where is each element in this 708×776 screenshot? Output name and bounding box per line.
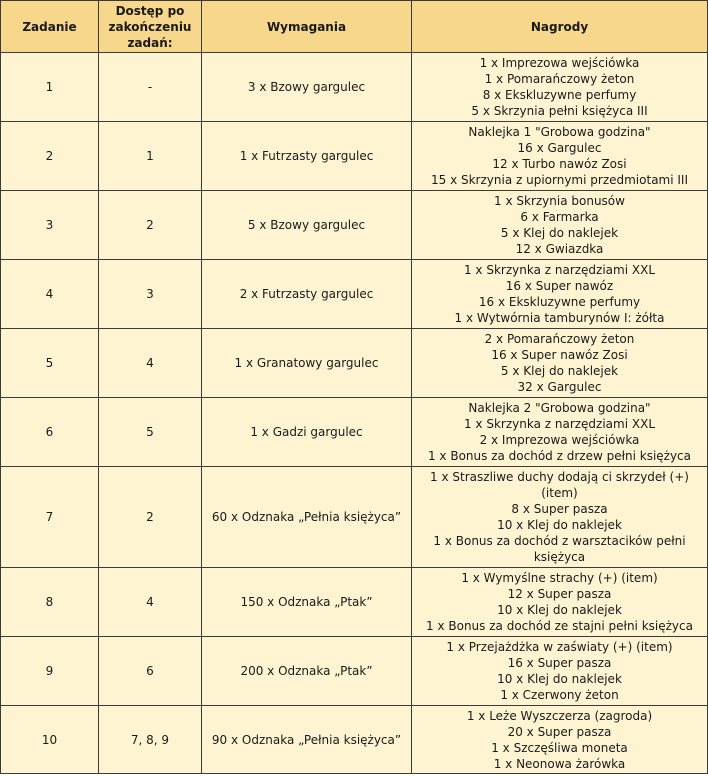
requirement-cell: 2 x Futrzasty gargulec xyxy=(202,260,412,329)
header-row xyxy=(1,1,708,53)
header-requirements: Wymagania xyxy=(202,1,412,53)
reward-item: 10 x Klej do naklejek xyxy=(497,603,622,617)
task-number-cell: 8 xyxy=(1,568,99,637)
requirement-cell: 1 x Futrzasty gargulec xyxy=(202,122,412,191)
reward-item: 2 x Imprezowa wejściówka xyxy=(479,433,640,447)
access-cell: 4 xyxy=(99,329,202,398)
access-cell: - xyxy=(99,53,202,122)
task-number-cell: 7 xyxy=(1,467,99,568)
reward-item: Naklejka 1 "Grobowa godzina" xyxy=(468,125,651,139)
task-number-cell: 2 xyxy=(1,122,99,191)
reward-item: 16 x Super nawóz Zosi xyxy=(491,348,628,362)
reward-item: 1 x Skrzynia bonusów xyxy=(494,194,625,208)
rewards-cell xyxy=(412,260,708,329)
reward-item: 10 x Klej do naklejek xyxy=(497,672,622,686)
reward-item: 16 x Super nawóz xyxy=(505,279,614,293)
access-cell: 6 xyxy=(99,637,202,706)
reward-item: 2 x Pomarańczowy żeton xyxy=(484,332,635,346)
reward-item: 1 x Leże Wyszczerza (zagroda) xyxy=(466,708,653,723)
table-row xyxy=(1,53,708,122)
rewards-cell xyxy=(412,637,708,706)
reward-item: 1 x Czerwony żeton xyxy=(500,688,619,702)
header-access: Dostęp po zakończeniu zadań: xyxy=(99,1,202,53)
table-row xyxy=(1,467,708,568)
reward-item: 5 x Klej do naklejek xyxy=(500,226,619,240)
requirement-cell: 90 x Odznaka „Pełnia księżyca” xyxy=(202,706,412,774)
access-cell: 3 xyxy=(99,260,202,329)
reward-item: 10 x Klej do naklejek xyxy=(497,518,622,532)
access-cell: 7, 8, 9 xyxy=(99,706,202,774)
task-number-cell: 3 xyxy=(1,191,99,260)
reward-item: 1 x Bonus za dochód ze stajni pełni księżyca xyxy=(426,619,693,633)
table-row xyxy=(1,706,708,774)
reward-item: 12 x Super pasza xyxy=(507,587,612,601)
access-cell: 5 xyxy=(99,398,202,467)
reward-item: 20 x Super pasza xyxy=(507,724,612,739)
rewards-cell xyxy=(412,53,708,122)
task-number-cell: 1 xyxy=(1,53,99,122)
reward-item: 1 x Straszliwe duchy dodają ci skrzydeł (+) (item) xyxy=(430,470,689,500)
reward-item: 16 x Gargulec xyxy=(517,141,602,155)
rewards-cell xyxy=(412,398,708,467)
rewards-cell xyxy=(412,706,708,774)
reward-item: 1 x Imprezowa wejściówka xyxy=(479,56,640,70)
rewards-cell xyxy=(412,568,708,637)
reward-item: 1 x Neonowa żarówka xyxy=(493,756,626,771)
requirement-cell: 200 x Odznaka „Ptak” xyxy=(202,637,412,706)
reward-item: 1 x Pomarańczowy żeton xyxy=(484,72,635,86)
table-row xyxy=(1,568,708,637)
access-cell: 2 xyxy=(99,191,202,260)
rewards-cell xyxy=(412,191,708,260)
reward-item: 1 x Skrzynka z narzędziami XXL xyxy=(463,417,656,431)
requirement-cell: 60 x Odznaka „Pełnia księżyca” xyxy=(202,467,412,568)
requirement-cell: 1 x Gadzi gargulec xyxy=(202,398,412,467)
rewards-cell xyxy=(412,122,708,191)
rewards-cell xyxy=(412,329,708,398)
header-rewards: Nagrody xyxy=(412,1,708,53)
requirement-cell: 3 x Bzowy gargulec xyxy=(202,53,412,122)
reward-item: 12 x Gwiazdka xyxy=(515,242,604,256)
table-row xyxy=(1,122,708,191)
table-row xyxy=(1,637,708,706)
requirement-cell: 1 x Granatowy gargulec xyxy=(202,329,412,398)
reward-item: 6 x Farmarka xyxy=(520,210,599,224)
table-row xyxy=(1,191,708,260)
reward-item: 15 x Skrzynia z upiornymi przedmiotami III xyxy=(430,173,688,187)
reward-item: 16 x Ekskluzywne perfumy xyxy=(478,295,641,309)
reward-item: 16 x Super pasza xyxy=(507,656,612,670)
reward-item: 1 x Bonus za dochód z warsztacików pełni księżyca xyxy=(433,534,686,564)
rewards-cell xyxy=(412,467,708,568)
reward-item: 1 x Wymyślne strachy (+) (item) xyxy=(461,571,658,585)
task-number-cell: 10 xyxy=(1,706,99,774)
reward-item: 1 x Bonus za dochód z drzew pełni księżyca xyxy=(427,449,692,463)
table-row xyxy=(1,260,708,329)
reward-item: 8 x Super pasza xyxy=(511,502,608,516)
requirement-cell: 150 x Odznaka „Ptak” xyxy=(202,568,412,637)
task-number-cell: 4 xyxy=(1,260,99,329)
reward-item: 1 x Wytwórnia tamburynów I: żółta xyxy=(454,311,665,325)
reward-item: 5 x Skrzynia pełni księżyca III xyxy=(471,104,648,118)
access-cell: 1 xyxy=(99,122,202,191)
table-row xyxy=(1,398,708,467)
reward-item: 5 x Klej do naklejek xyxy=(500,364,619,378)
table-header xyxy=(1,1,708,53)
reward-item: 8 x Ekskluzywne perfumy xyxy=(482,88,637,102)
task-number-cell: 9 xyxy=(1,637,99,706)
reward-item: Naklejka 2 "Grobowa godzina" xyxy=(468,401,651,415)
reward-item: 1 x Przejażdżka w zaświaty (+) (item) xyxy=(446,640,673,654)
access-cell: 4 xyxy=(99,568,202,637)
task-number-cell: 6 xyxy=(1,398,99,467)
reward-item: 1 x Szczęśliwa moneta xyxy=(491,740,628,755)
table-body xyxy=(1,53,708,774)
requirement-cell: 5 x Bzowy gargulec xyxy=(202,191,412,260)
task-number-cell: 5 xyxy=(1,329,99,398)
header-task: Zadanie xyxy=(1,1,99,53)
access-cell: 2 xyxy=(99,467,202,568)
reward-item: 32 x Gargulec xyxy=(517,380,602,394)
reward-item: 12 x Turbo nawóz Zosi xyxy=(492,157,627,171)
table-row xyxy=(1,329,708,398)
reward-item: 1 x Skrzynka z narzędziami XXL xyxy=(463,263,656,277)
